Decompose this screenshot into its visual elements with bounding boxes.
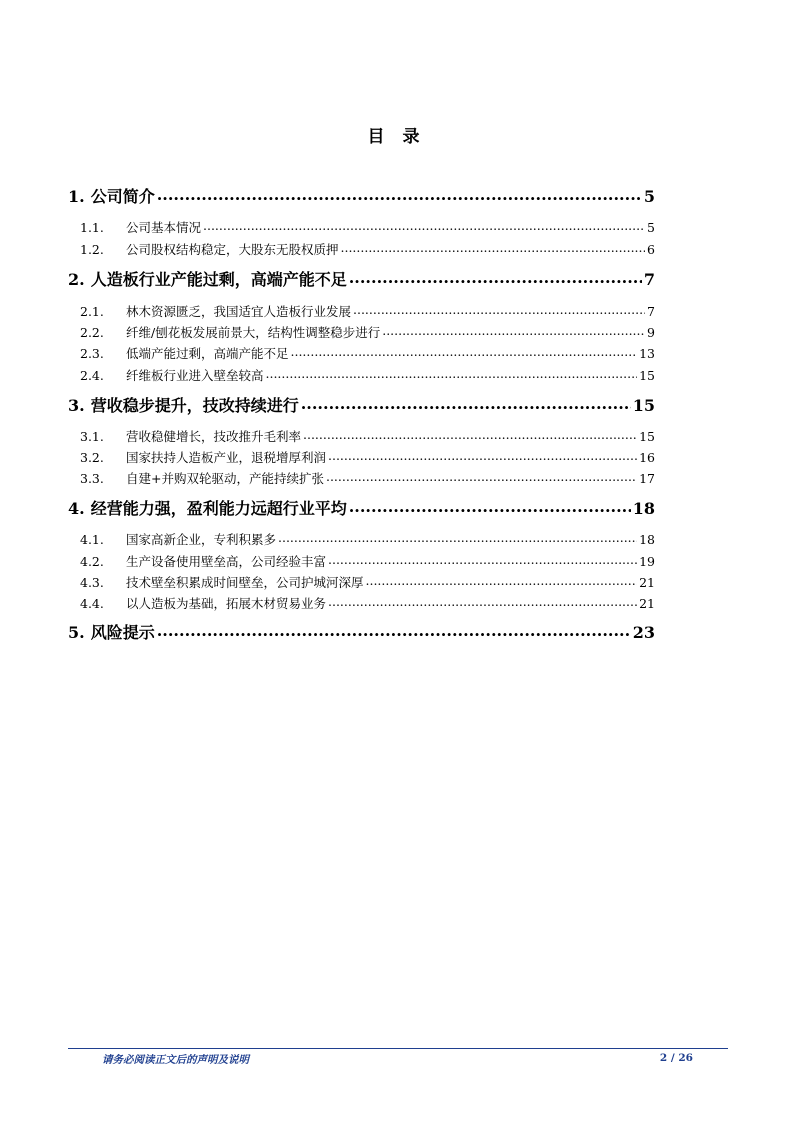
toc-label: 营收稳步提升，技改持续进行 (90, 396, 299, 415)
toc-entry-1-1[interactable] (80, 218, 655, 238)
page-title: 目 录 (367, 127, 426, 147)
toc-page: 15 (639, 429, 655, 444)
toc-leader (328, 554, 637, 567)
toc-entry-2-1[interactable] (80, 302, 655, 322)
toc-leader (157, 622, 631, 638)
toc-label: 林木资源匮乏，我国适宜人造板行业发展 (126, 304, 352, 319)
toc-entry-1[interactable] (68, 184, 655, 210)
toc-entry-3-3[interactable] (80, 469, 655, 489)
toc-leader (326, 471, 637, 484)
footer-divider (68, 1048, 728, 1049)
toc-number: 4. (68, 499, 85, 518)
toc-page: 18 (639, 532, 655, 547)
toc-number: 3. (68, 396, 85, 415)
toc-page: 15 (632, 396, 655, 415)
toc-label: 公司简介 (90, 187, 155, 206)
toc-label: 国家扶持人造板产业，退税增厚利润 (126, 450, 327, 465)
toc-entry-2-3[interactable] (80, 344, 655, 364)
toc-entry-2-2[interactable] (80, 323, 655, 343)
toc-page: 17 (639, 471, 655, 486)
toc-entry-4-2[interactable] (80, 552, 655, 572)
toc-leader (349, 269, 642, 285)
toc-leader (203, 220, 645, 233)
toc-entry-4-4[interactable] (80, 594, 655, 614)
toc-page: 7 (643, 270, 655, 289)
toc-entry-3-2[interactable] (80, 448, 655, 468)
toc-label: 经营能力强，盈利能力远超行业平均 (90, 499, 347, 518)
toc-label: 人造板行业产能过剩，高端产能不足 (90, 270, 347, 289)
footer-disclaimer: 请务必阅读正文后的声明及说明 (102, 1054, 249, 1066)
toc-label: 自建+并购双轮驱动，产能持续扩张 (126, 471, 324, 486)
toc-leader (301, 395, 631, 411)
toc-label: 公司基本情况 (126, 220, 202, 235)
toc-entry-1-2[interactable] (80, 240, 655, 260)
toc-number: 4.1. (80, 532, 104, 547)
toc-label: 风险提示 (90, 623, 155, 642)
toc-leader (353, 304, 645, 317)
toc-leader (291, 346, 638, 359)
toc-label: 技术壁垒积累成时间壁垒，公司护城河深厚 (126, 575, 364, 590)
toc-entry-3-1[interactable] (80, 427, 655, 447)
toc-entry-3[interactable] (68, 393, 655, 419)
toc-page: 9 (647, 325, 655, 340)
toc-page: 6 (647, 242, 655, 257)
toc-entry-4-3[interactable] (80, 573, 655, 593)
toc-number: 5. (68, 623, 85, 642)
toc-number: 1.1. (80, 220, 104, 235)
toc-page: 16 (639, 450, 655, 465)
toc-leader (341, 242, 646, 255)
toc-number: 3.2. (80, 450, 104, 465)
toc-label: 公司股权结构稳定，大股东无股权质押 (126, 242, 339, 257)
toc-label: 纤维/刨花板发展前景大，结构性调整稳步进行 (126, 325, 381, 340)
toc-page: 15 (639, 368, 655, 383)
toc-leader (278, 532, 637, 545)
toc-leader (366, 575, 638, 588)
toc-leader (382, 325, 645, 338)
toc-leader (349, 498, 631, 514)
toc-number: 1. (68, 187, 85, 206)
toc-entry-5[interactable] (68, 620, 655, 646)
toc-label: 生产设备使用壁垒高，公司经验丰富 (126, 554, 327, 569)
toc-entry-2-4[interactable] (80, 366, 655, 386)
toc-number: 2.4. (80, 368, 104, 383)
page-number: 2 / 26 (659, 1052, 693, 1064)
toc-page: 21 (639, 596, 655, 611)
toc-page: 23 (632, 623, 655, 642)
toc-number: 1.2. (80, 242, 104, 257)
toc-page: 13 (639, 346, 655, 361)
toc-number: 2.3. (80, 346, 104, 361)
toc-number: 4.2. (80, 554, 104, 569)
toc-entry-2[interactable] (68, 267, 655, 293)
toc-leader (266, 368, 638, 381)
toc-page: 18 (632, 499, 655, 518)
toc-number: 3.1. (80, 429, 104, 444)
toc-entry-4[interactable] (68, 496, 655, 522)
toc-number: 4.4. (80, 596, 104, 611)
toc-page: 5 (647, 220, 655, 235)
toc-leader (303, 429, 637, 442)
toc-number: 2.2. (80, 325, 104, 340)
toc-label: 以人造板为基础，拓展木材贸易业务 (126, 596, 327, 611)
toc-leader (328, 450, 637, 463)
toc-page: 21 (639, 575, 655, 590)
toc-leader (328, 596, 637, 609)
toc-label: 国家高新企业，专利积累多 (126, 532, 277, 547)
toc-page: 5 (643, 187, 655, 206)
toc-label: 营收稳健增长，技改推升毛利率 (126, 429, 302, 444)
toc-label: 纤维板行业进入壁垒较高 (126, 368, 264, 383)
toc-leader (157, 186, 642, 202)
toc-number: 3.3. (80, 471, 104, 486)
toc-number: 2.1. (80, 304, 104, 319)
toc-number: 4.3. (80, 575, 104, 590)
toc-page: 7 (647, 304, 655, 319)
toc-number: 2. (68, 270, 85, 289)
toc-page: 19 (639, 554, 655, 569)
toc-label: 低端产能过剩，高端产能不足 (126, 346, 289, 361)
toc-entry-4-1[interactable] (80, 530, 655, 550)
